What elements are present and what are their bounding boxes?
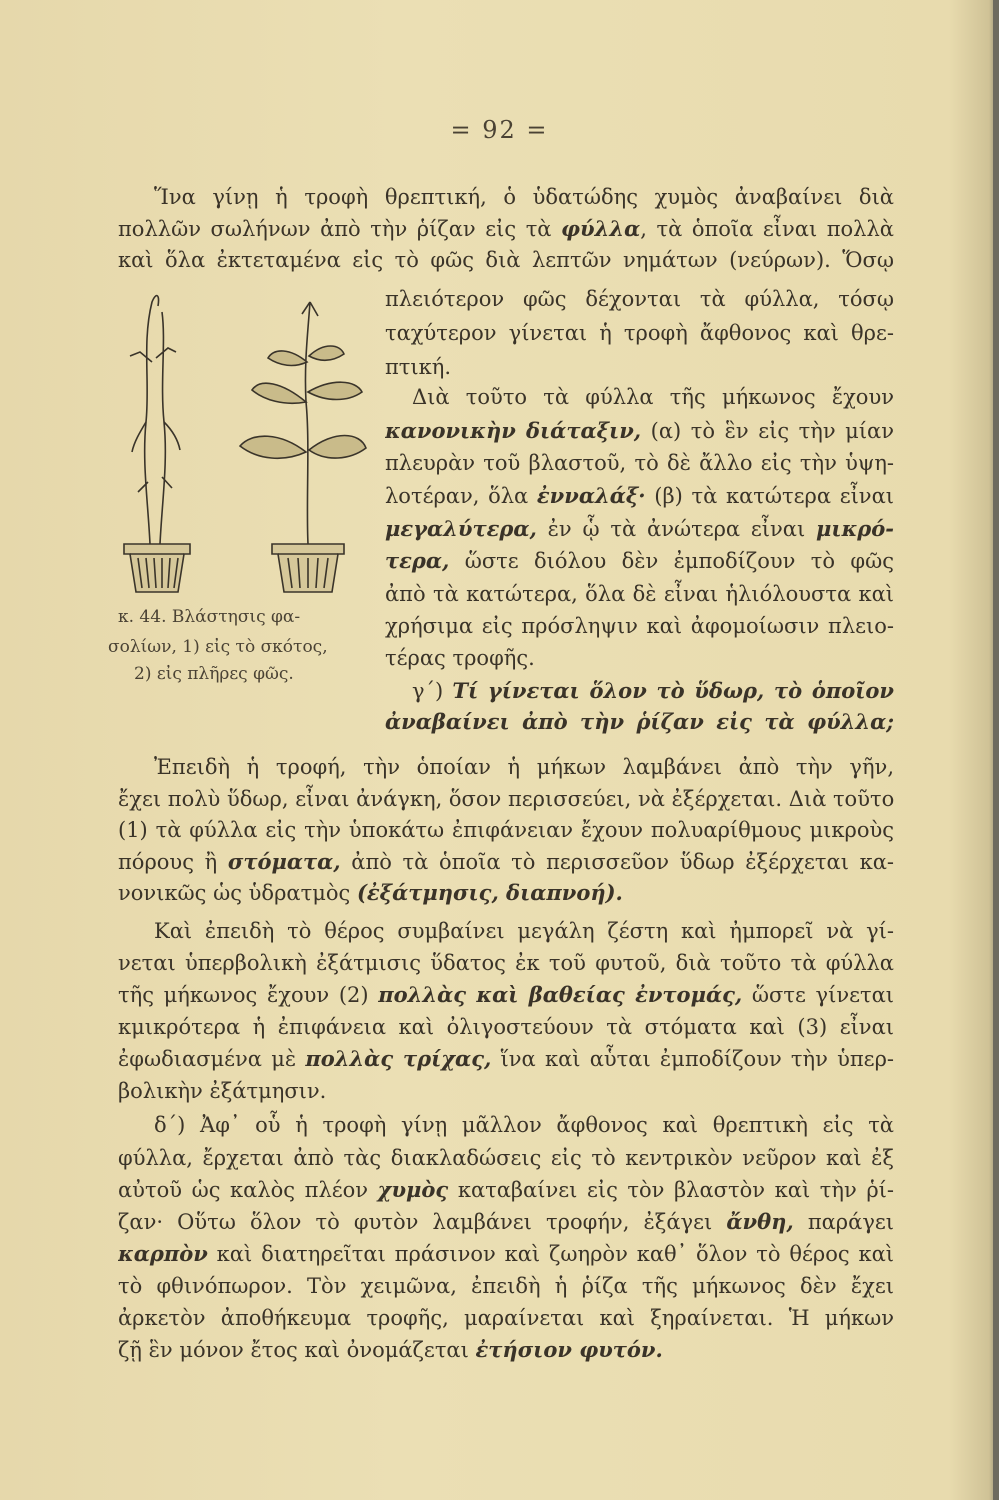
text-line: φύλλα, ἔρχεται ἀπὸ τὰς διακλαδώσεις εἰς τὸ κεντρικὸν νεῦρον καὶ ἐξ (118, 1146, 894, 1170)
text-line: πτική. (385, 355, 452, 379)
page-edge (993, 0, 999, 1500)
plant-illustration (112, 282, 368, 602)
emphasis-term: καρπὸν (118, 1241, 208, 1266)
text-line: Ἵνα γίνῃ ἡ τροφὴ θρεπτική, ὁ ὑδατώδης χυμὸς ἀναβαίνει διὰ (154, 185, 894, 209)
text-line: Ἐπειδὴ ἡ τροφή, τὴν ὁποίαν ἡ μήκων λαμβάνει ἀπὸ τὴν γῆν, (154, 755, 894, 779)
text-line: ἀπὸ τὰ κατώτερα, ὅλα δὲ εἶναι ἡλιόλουστα καὶ (385, 582, 894, 606)
emphasis-term: φύλλα (561, 216, 641, 241)
text-line: Καὶ ἐπειδὴ τὸ θέρος συμβαίνει μεγάλη ζέστη καὶ ἠμπορεῖ νὰ γί- (154, 919, 894, 943)
section-heading: γ΄) Τί γίνεται ὅλον τὸ ὕδωρ, τὸ ὁποῖον (412, 678, 894, 703)
plant-light (240, 302, 366, 592)
text-line: πλειότερον φῶς δέχονται τὰ φύλλα, τόσῳ (385, 287, 894, 311)
emphasis-term: τερα, (385, 548, 450, 573)
emphasis-term: στόματα, (227, 849, 341, 874)
text-line: πλευρὰν τοῦ βλαστοῦ, τὸ δὲ ἄλλο εἰς τὴν ὑψη- (385, 451, 894, 475)
text-line: τέρας τροφῆς. (385, 646, 535, 670)
emphasis-term: μικρό- (816, 516, 894, 541)
text-line: καρπὸν καὶ διατηρεῖται πράσινον καὶ ζωηρὸν καθ᾿ ὅλον τὸ θέρος καὶ (118, 1241, 894, 1266)
emphasis-term: ἄνθη, (726, 1209, 794, 1234)
plant-dark (124, 296, 190, 592)
emphasis-term: ἐτήσιον φυτόν. (475, 1337, 663, 1362)
emphasis-term: μεγαλύτερα, (385, 516, 537, 541)
section-heading: ἀναβαίνει ἀπὸ τὴν ῥίζαν εἰς τὰ φύλλα; (385, 709, 894, 734)
emphasis-term: πολλὰς τρίχας, (305, 1046, 492, 1071)
text-line: δ΄) Ἀφ᾿ οὗ ἡ τροφὴ γίνῃ μᾶλλον ἄφθονος καὶ θρεπτικὴ εἰς τὰ (154, 1113, 894, 1137)
text-line: ἐφωδιασμένα μὲ πολλὰς τρίχας, ἵνα καὶ αὗται ἐμποδίζουν τὴν ὑπερ- (118, 1046, 894, 1071)
text-line: ταχύτερον γίνεται ἡ τροφὴ ἄφθονος καὶ θρε- (385, 321, 894, 345)
emphasis-term: ἐνναλάξ· (536, 483, 646, 508)
text-line: ζαν· Οὕτω ὅλον τὸ φυτὸν λαμβάνει τροφήν, ἐξάγει ἄνθη, παράγει (118, 1209, 894, 1234)
emphasis-term: (ἐξάτμησις, διαπνοή). (356, 880, 623, 905)
text-line: ζῇ ἓν μόνον ἔτος καὶ ὀνομάζεται ἐτήσιον φυτόν. (118, 1337, 663, 1362)
text-line: τερα, ὥστε διόλου δὲν ἐμποδίζουν τὸ φῶς (385, 548, 894, 573)
text-line: βολικὴν ἐξάτμησιν. (118, 1079, 327, 1103)
text-line: (1) τὰ φύλλα εἰς τὴν ὑποκάτω ἐπιφάνειαν ἔχουν πολυαρίθμους μικροὺς (118, 818, 894, 842)
text-line: αὐτοῦ ὡς καλὸς πλέον χυμὸς καταβαίνει εἰς τὸν βλαστὸν καὶ τὴν ῥί- (118, 1177, 894, 1202)
text-line: πόρους ἢ στόματα, ἀπὸ τὰ ὁποῖα τὸ περισσεῦον ὕδωρ ἐξέρχεται κα- (118, 849, 894, 874)
text-line: τὸ φθινόπωρον. Τὸν χειμῶνα, ἐπειδὴ ἡ ῥίζα τῆς μήκωνος δὲν ἔχει (118, 1274, 894, 1298)
figure-caption: κ. 44. Βλάστησις φα- (118, 607, 301, 627)
text-line: Διὰ τοῦτο τὰ φύλλα τῆς μήκωνος ἔχουν (412, 385, 894, 409)
text-line: καὶ ὅλα ἐκτεταμένα εἰς τὸ φῶς διὰ λεπτῶν νημάτων (νεύρων). Ὅσῳ (118, 248, 894, 272)
text-line: κανονικὴν διάταξιν, (α) τὸ ἓν εἰς τὴν μίαν (385, 418, 894, 443)
text-line: νονικῶς ὡς ὑδρατμὸς (ἐξάτμησις, διαπνοή). (118, 880, 623, 905)
text-line: ἔχει πολὺ ὕδωρ, εἶναι ἀνάγκη, ὅσον περισσεύει, νὰ ἐξέρχεται. Διὰ τοῦτο (118, 787, 894, 811)
figure-caption: 2) εἰς πλῆρες φῶς. (134, 664, 294, 684)
emphasis-term: κανονικὴν διάταξιν, (385, 418, 642, 443)
emphasis-term: χυμὸς (377, 1177, 449, 1202)
text-line: ἀρκετὸν ἀποθήκευμα τροφῆς, μαραίνεται καὶ ξηραίνεται. Ἡ μήκων (118, 1306, 894, 1330)
text-line: λοτέραν, ὅλα ἐνναλάξ· (β) τὰ κατώτερα εἶναι (385, 483, 894, 508)
text-line: πολλῶν σωλήνων ἀπὸ τὴν ῥίζαν εἰς τὰ φύλλα, τὰ ὁποῖα εἶναι πολλὰ (118, 216, 894, 241)
text-line: τῆς μήκωνος ἔχουν (2) πολλὰς καὶ βαθείας ἐντομάς, ὥστε γίνεται (118, 982, 894, 1007)
text-line: κμικρότερα ἡ ἐπιφάνεια καὶ ὀλιγοστεύουν τὰ στόματα καὶ (3) εἶναι (118, 1015, 894, 1039)
text-line: μεγαλύτερα, ἐν ᾧ τὰ ἀνώτερα εἶναι μικρό- (385, 516, 894, 541)
figure-caption: σολίων, 1) εἰς τὸ σκότος, (108, 637, 328, 657)
text-line: χρήσιμα εἰς πρόσληψιν καὶ ἀφομοίωσιν πλειο- (385, 614, 894, 638)
page-number: = 92 = (450, 116, 549, 144)
emphasis-term: πολλὰς καὶ βαθείας ἐντομάς, (378, 982, 743, 1007)
text-line: νεται ὑπερβολικὴ ἐξάτμισις ὕδατος ἐκ τοῦ φυτοῦ, διὰ τοῦτο τὰ φύλλα (118, 951, 894, 975)
